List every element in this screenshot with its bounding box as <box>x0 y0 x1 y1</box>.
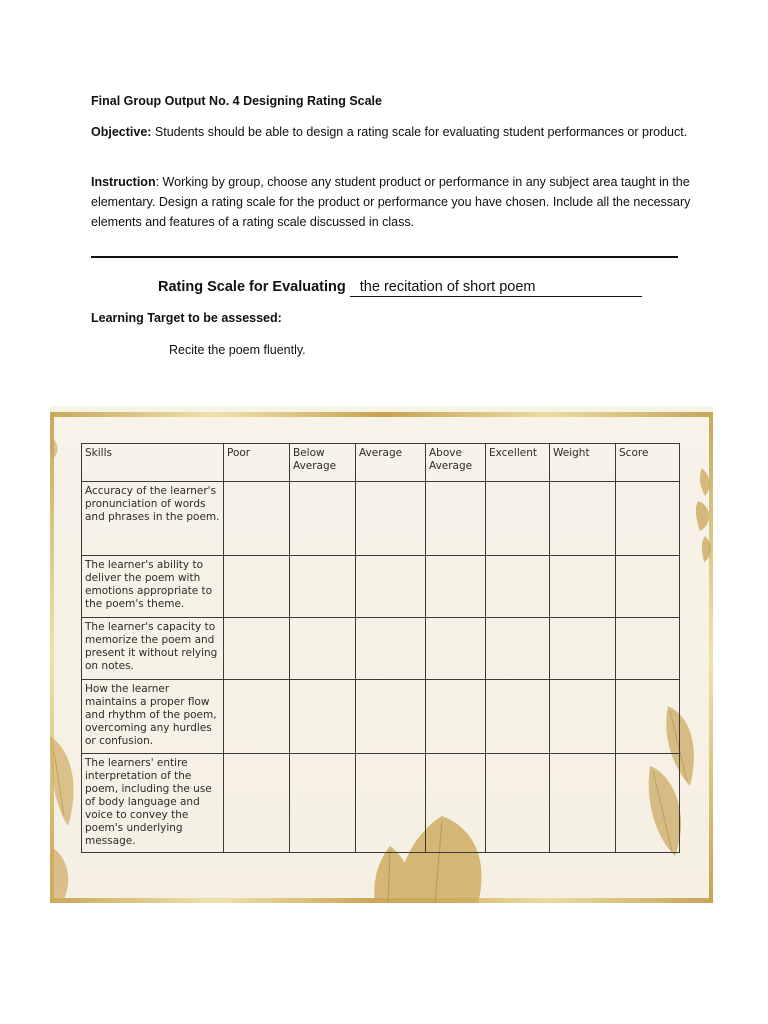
rating-cell-above-average <box>426 680 486 754</box>
column-header-excellent: Excellent <box>486 444 550 482</box>
rating-cell-poor <box>224 680 290 754</box>
rating-cell-below-average <box>290 754 356 853</box>
rating-cell-poor <box>224 482 290 556</box>
learning-target-text: Recite the poem fluently. <box>169 343 306 357</box>
rating-cell-above-average <box>426 556 486 618</box>
rating-cell-above-average <box>426 754 486 853</box>
column-header-average: Average <box>356 444 426 482</box>
column-header-below-average: Below Average <box>290 444 356 482</box>
rating-cell-average <box>356 482 426 556</box>
skill-cell <box>82 618 224 680</box>
rating-cell-excellent <box>486 482 550 556</box>
rating-cell-above-average <box>426 618 486 680</box>
column-header-poor: Poor <box>224 444 290 482</box>
column-header-weight: Weight <box>550 444 616 482</box>
rating-cell-below-average <box>290 482 356 556</box>
rating-scale-blank-left <box>350 282 358 297</box>
skill-text: The learners' entire interpretation of the poem, including the use of body language and voice to convey the poem's underlying message. <box>85 757 212 847</box>
table-header-row <box>82 444 680 482</box>
rating-cell-poor <box>224 754 290 853</box>
skill-text: The learner's ability to deliver the poem with emotions appropriate to the poem's theme. <box>85 559 213 610</box>
table-row <box>82 754 680 853</box>
score-cell <box>616 618 680 680</box>
instruction-text: : Working by group, choose any student product or performance in any subject area taught in the elementary. Design a rating scale for the product or performance you have chosen. Include all the necessary elements and features of a rating scale discussed in class. <box>91 175 691 229</box>
rating-cell-below-average <box>290 618 356 680</box>
rating-cell-average <box>356 680 426 754</box>
score-cell <box>616 680 680 754</box>
rating-cell-average <box>356 754 426 853</box>
rating-scale-blank-right <box>608 282 642 297</box>
document-title: Final Group Output No. 4 Designing Rating Scale <box>91 94 382 108</box>
weight-cell <box>550 754 616 853</box>
score-cell <box>616 556 680 618</box>
weight-cell <box>550 482 616 556</box>
section-divider <box>91 256 678 258</box>
rating-cell-average <box>356 556 426 618</box>
table-row <box>82 618 680 680</box>
rating-cell-excellent <box>486 754 550 853</box>
table-row <box>82 680 680 754</box>
rating-cell-poor <box>224 556 290 618</box>
learning-target-label: Learning Target to be assessed: <box>91 311 282 325</box>
rating-cell-average <box>356 618 426 680</box>
rating-scale-heading <box>158 279 642 297</box>
rating-cell-excellent <box>486 618 550 680</box>
rating-scale-subject <box>358 279 608 297</box>
skill-cell <box>82 754 224 853</box>
score-cell <box>616 754 680 853</box>
skill-cell <box>82 680 224 754</box>
objective-text: Students should be able to design a rating scale for evaluating student performances or product. <box>151 125 688 139</box>
table-row <box>82 556 680 618</box>
table-row <box>82 482 680 556</box>
rating-scale-table <box>81 443 680 853</box>
skill-cell <box>82 482 224 556</box>
objective-label: Objective: <box>91 125 152 139</box>
rating-cell-excellent <box>486 680 550 754</box>
column-header-skills: Skills <box>82 444 224 482</box>
skill-text: The learner's capacity to memorize the poem and present it without relying on notes. <box>85 621 218 672</box>
rating-cell-below-average <box>290 556 356 618</box>
rating-scale-subject-text: the recitation of short poem <box>359 279 536 295</box>
weight-cell <box>550 680 616 754</box>
rating-cell-below-average <box>290 680 356 754</box>
skill-text: How the learner maintains a proper flow and rhythm of the poem, overcoming any hurdles or confusion. <box>85 683 217 747</box>
weight-cell <box>550 556 616 618</box>
rating-cell-excellent <box>486 556 550 618</box>
rating-scale-heading-lead: Rating Scale for Evaluating <box>158 279 350 295</box>
weight-cell <box>550 618 616 680</box>
skill-cell <box>82 556 224 618</box>
instruction-label: Instruction <box>91 175 156 189</box>
column-header-score: Score <box>616 444 680 482</box>
rating-cell-above-average <box>426 482 486 556</box>
instruction-paragraph <box>91 172 691 232</box>
score-cell <box>616 482 680 556</box>
skill-text: Accuracy of the learner's pronunciation of words and phrases in the poem. <box>85 485 220 523</box>
rating-cell-poor <box>224 618 290 680</box>
objective-paragraph <box>91 122 691 142</box>
column-header-above-average: Above Average <box>426 444 486 482</box>
